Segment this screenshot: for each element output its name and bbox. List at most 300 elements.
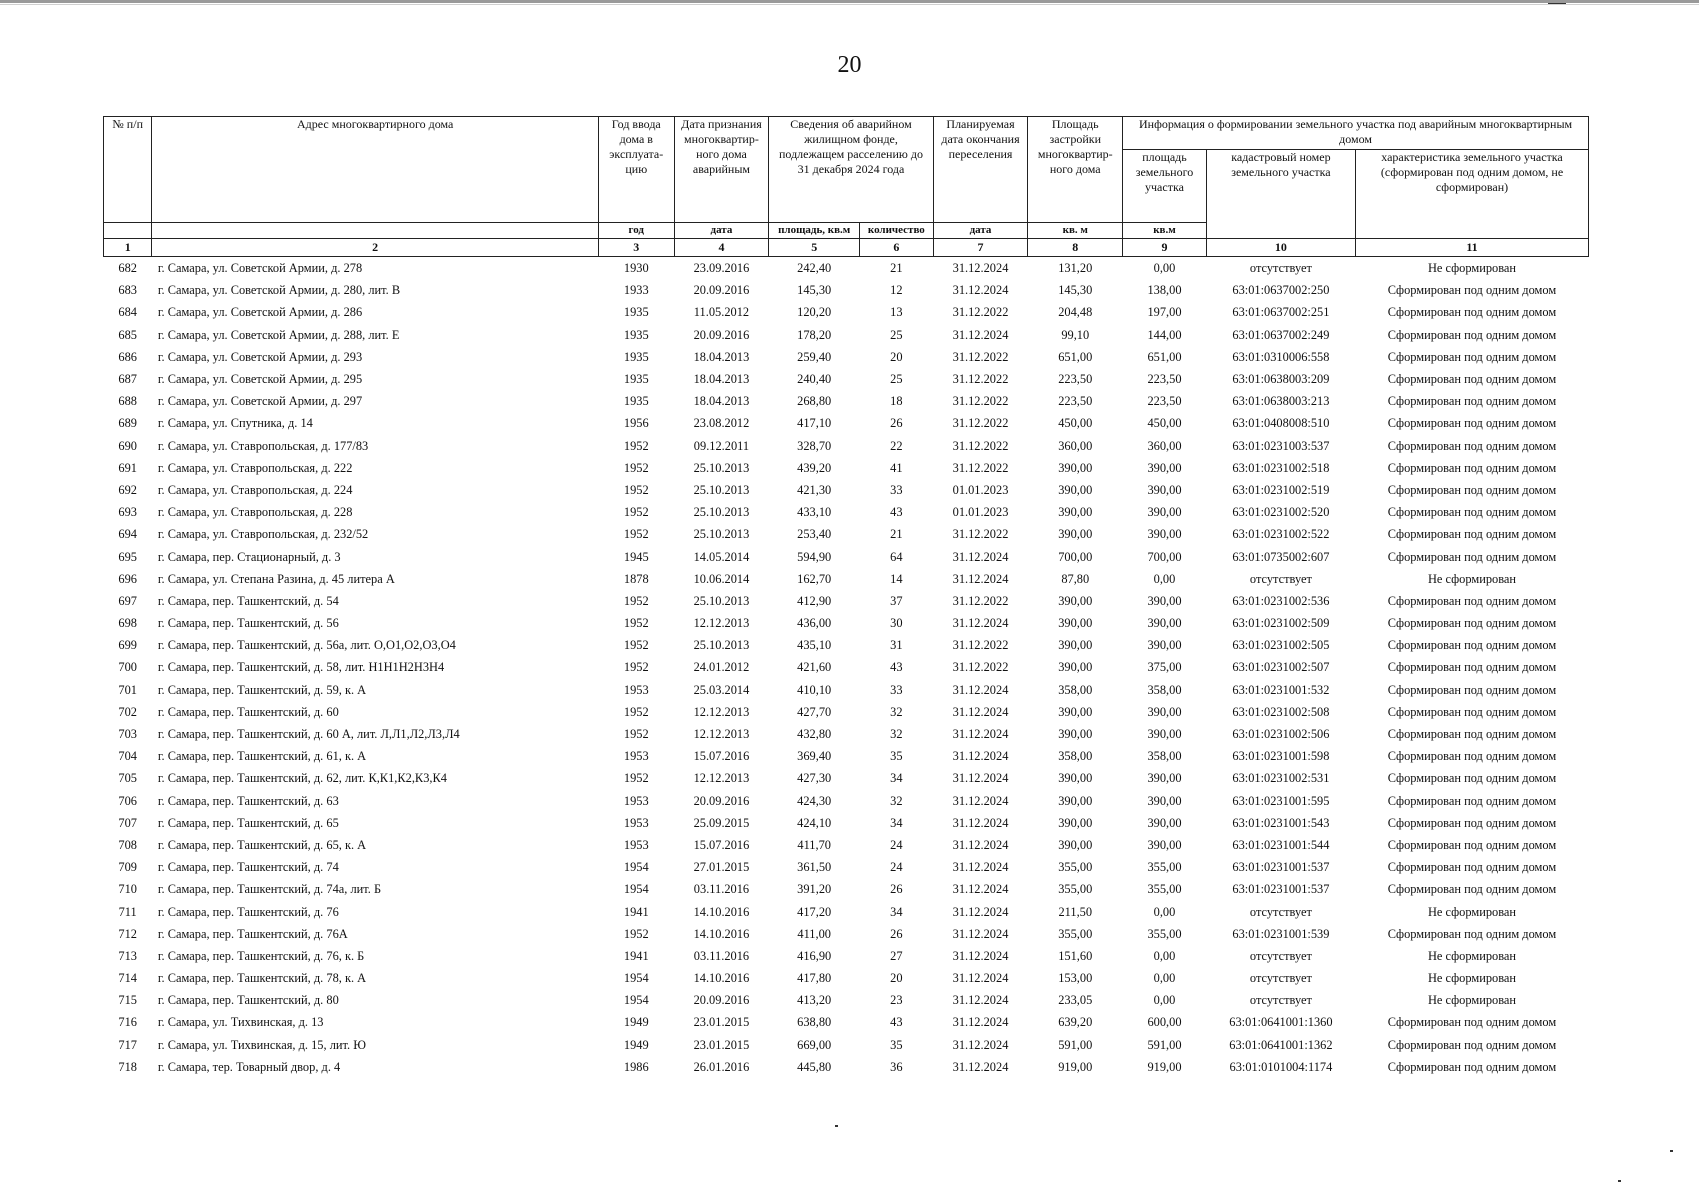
building-area: 390,00 bbox=[1058, 771, 1093, 786]
table-row bbox=[104, 612, 1589, 634]
year-built: 1941 bbox=[623, 948, 649, 963]
year-built: 1935 bbox=[623, 372, 649, 387]
resident-count: 27 bbox=[890, 948, 903, 963]
land-status: Сформирован под одним домом bbox=[1387, 327, 1557, 342]
unit-area: площадь, кв.м bbox=[769, 223, 860, 239]
land-status: Не сформирован bbox=[1427, 993, 1517, 1008]
cadastral-number: 63:01:0231002:536 bbox=[1232, 593, 1330, 608]
land-area: 390,00 bbox=[1147, 837, 1182, 852]
cadastral-number: 63:01:0231002:522 bbox=[1232, 527, 1330, 542]
resident-count: 25 bbox=[890, 372, 903, 387]
planned-date: 31.12.2024 bbox=[952, 616, 1009, 631]
unit-sqm: кв. м bbox=[1028, 223, 1123, 239]
date-recognized: 14.10.2016 bbox=[693, 971, 750, 986]
address: г. Самара, пер. Стационарный, д. 3 bbox=[157, 549, 341, 564]
cadastral-number: отсутствует bbox=[1249, 261, 1312, 276]
header-land-info: Информация о формировании земельного участка под аварийным многоквартирным домом bbox=[1123, 117, 1589, 150]
date-recognized: 25.09.2015 bbox=[693, 815, 750, 830]
land-status: Сформирован под одним домом bbox=[1387, 438, 1557, 453]
table-row bbox=[104, 479, 1589, 501]
building-area: 233,05 bbox=[1058, 993, 1093, 1008]
cadastral-number: 63:01:0231001:537 bbox=[1232, 882, 1330, 897]
land-area: 450,00 bbox=[1147, 416, 1182, 431]
date-recognized: 12.12.2013 bbox=[693, 704, 750, 719]
date-recognized: 15.07.2016 bbox=[693, 749, 750, 764]
table-row bbox=[104, 435, 1589, 457]
planned-date: 01.01.2023 bbox=[952, 482, 1009, 497]
date-recognized: 25.03.2014 bbox=[693, 682, 750, 697]
address: г. Самара, пер. Ташкентский, д. 56а, лит. О,О1,О2,О3,О4 bbox=[157, 638, 456, 653]
building-area: 390,00 bbox=[1058, 638, 1093, 653]
year-built: 1952 bbox=[623, 771, 649, 786]
date-recognized: 10.06.2014 bbox=[693, 571, 750, 586]
land-area: 197,00 bbox=[1147, 305, 1182, 320]
address: г. Самара, ул. Ставропольская, д. 222 bbox=[157, 460, 353, 475]
resident-count: 26 bbox=[890, 926, 903, 941]
building-area: 204,48 bbox=[1058, 305, 1093, 320]
emergency-area: 435,10 bbox=[797, 638, 832, 653]
land-area: 0,00 bbox=[1153, 904, 1176, 919]
table-row bbox=[104, 301, 1589, 323]
planned-date: 31.12.2022 bbox=[952, 660, 1009, 675]
emergency-area: 120,20 bbox=[797, 305, 832, 320]
planned-date: 31.12.2022 bbox=[952, 372, 1009, 387]
date-recognized: 25.10.2013 bbox=[693, 460, 750, 475]
row-number: 709 bbox=[118, 860, 137, 875]
row-number: 687 bbox=[118, 372, 137, 387]
year-built: 1952 bbox=[623, 660, 649, 675]
land-area: 0,00 bbox=[1153, 971, 1176, 986]
cadastral-number: 63:01:0231001:598 bbox=[1232, 749, 1330, 764]
building-area: 355,00 bbox=[1058, 926, 1093, 941]
land-area: 919,00 bbox=[1147, 1059, 1182, 1074]
resident-count: 33 bbox=[890, 682, 903, 697]
land-status: Сформирован под одним домом bbox=[1387, 527, 1557, 542]
resident-count: 64 bbox=[890, 549, 903, 564]
table-row bbox=[104, 767, 1589, 789]
address: г. Самара, пер. Ташкентский, д. 60 А, лит. Л,Л1,Л2,Л3,Л4 bbox=[157, 727, 460, 742]
row-number: 688 bbox=[118, 394, 137, 409]
resident-count: 41 bbox=[890, 460, 903, 475]
year-built: 1949 bbox=[623, 1037, 649, 1052]
land-status: Сформирован под одним домом bbox=[1387, 394, 1557, 409]
land-area: 355,00 bbox=[1147, 860, 1182, 875]
land-status: Сформирован под одним домом bbox=[1387, 727, 1557, 742]
column-number: 10 bbox=[1206, 239, 1355, 257]
header-building-area: Площадь застройки многоквартир-ного дома bbox=[1028, 117, 1123, 223]
date-recognized: 12.12.2013 bbox=[693, 771, 750, 786]
emergency-area: 268,80 bbox=[797, 394, 832, 409]
land-status: Сформирован под одним домом bbox=[1387, 860, 1557, 875]
planned-date: 31.12.2024 bbox=[952, 261, 1009, 276]
scan-top-edge bbox=[0, 0, 1699, 3]
column-number: 5 bbox=[769, 239, 860, 257]
table-row bbox=[104, 390, 1589, 412]
resident-count: 24 bbox=[890, 860, 903, 875]
land-status: Сформирован под одним домом bbox=[1387, 1015, 1557, 1030]
land-status: Сформирован под одним домом bbox=[1387, 815, 1557, 830]
resident-count: 43 bbox=[890, 660, 903, 675]
table-row bbox=[104, 346, 1589, 368]
scan-top-edge-shadow bbox=[0, 4, 1699, 5]
row-number: 713 bbox=[118, 948, 137, 963]
date-recognized: 26.01.2016 bbox=[693, 1059, 750, 1074]
land-area: 390,00 bbox=[1147, 815, 1182, 830]
row-number: 705 bbox=[118, 771, 137, 786]
resident-count: 20 bbox=[890, 349, 903, 364]
table-row bbox=[104, 812, 1589, 834]
row-number: 686 bbox=[118, 349, 137, 364]
year-built: 1953 bbox=[623, 815, 649, 830]
resident-count: 34 bbox=[890, 815, 903, 830]
cadastral-number: 63:01:0641001:1360 bbox=[1229, 1015, 1333, 1030]
building-area: 390,00 bbox=[1058, 793, 1093, 808]
cadastral-number: отсутствует bbox=[1249, 571, 1312, 586]
building-area: 355,00 bbox=[1058, 882, 1093, 897]
land-status: Сформирован под одним домом bbox=[1387, 882, 1557, 897]
land-area: 0,00 bbox=[1153, 571, 1176, 586]
building-area: 639,20 bbox=[1058, 1015, 1093, 1030]
cadastral-number: 63:01:0637002:249 bbox=[1232, 327, 1330, 342]
land-status: Не сформирован bbox=[1427, 571, 1517, 586]
scan-speck bbox=[1670, 1150, 1673, 1152]
row-number: 715 bbox=[118, 993, 137, 1008]
emergency-area: 253,40 bbox=[797, 527, 832, 542]
table-row bbox=[104, 945, 1589, 967]
address: г. Самара, ул. Тихвинская, д. 15, лит. Ю bbox=[157, 1037, 366, 1052]
emergency-area: 328,70 bbox=[797, 438, 832, 453]
building-area: 131,20 bbox=[1058, 261, 1093, 276]
unit-count: количество bbox=[860, 223, 934, 239]
row-number: 682 bbox=[118, 261, 137, 276]
resident-count: 35 bbox=[890, 749, 903, 764]
cadastral-number: отсутствует bbox=[1249, 993, 1312, 1008]
row-number: 690 bbox=[118, 438, 137, 453]
cadastral-number: 63:01:0638003:209 bbox=[1232, 372, 1330, 387]
year-built: 1935 bbox=[623, 349, 649, 364]
year-built: 1954 bbox=[623, 882, 649, 897]
land-area: 390,00 bbox=[1147, 771, 1182, 786]
date-recognized: 27.01.2015 bbox=[693, 860, 750, 875]
planned-date: 31.12.2024 bbox=[952, 1037, 1009, 1052]
planned-date: 31.12.2024 bbox=[952, 1015, 1009, 1030]
date-recognized: 25.10.2013 bbox=[693, 527, 750, 542]
date-recognized: 23.09.2016 bbox=[693, 261, 750, 276]
land-area: 651,00 bbox=[1147, 349, 1182, 364]
land-area: 358,00 bbox=[1147, 682, 1182, 697]
land-area: 390,00 bbox=[1147, 482, 1182, 497]
cadastral-number: 63:01:0231001:537 bbox=[1232, 860, 1330, 875]
building-area: 390,00 bbox=[1058, 616, 1093, 631]
year-built: 1954 bbox=[623, 971, 649, 986]
planned-date: 31.12.2024 bbox=[952, 749, 1009, 764]
row-number: 711 bbox=[118, 904, 137, 919]
page-number: 20 bbox=[837, 52, 862, 78]
year-built: 1953 bbox=[623, 749, 649, 764]
year-built: 1952 bbox=[623, 460, 649, 475]
cadastral-number: 63:01:0637002:251 bbox=[1232, 305, 1330, 320]
land-status: Сформирован под одним домом bbox=[1387, 682, 1557, 697]
date-recognized: 14.05.2014 bbox=[693, 549, 750, 564]
resident-count: 32 bbox=[890, 727, 903, 742]
planned-date: 31.12.2024 bbox=[952, 1059, 1009, 1074]
planned-date: 31.12.2024 bbox=[952, 882, 1009, 897]
emergency-area: 178,20 bbox=[797, 327, 832, 342]
table-row bbox=[104, 900, 1589, 922]
address: г. Самара, пер. Ташкентский, д. 58, лит. Н1Н1Н2Н3Н4 bbox=[157, 660, 445, 675]
address: г. Самара, ул. Степана Разина, д. 45 литера А bbox=[157, 571, 395, 586]
cadastral-number: 63:01:0310006:558 bbox=[1232, 349, 1330, 364]
address: г. Самара, пер. Ташкентский, д. 59, к. А bbox=[157, 682, 367, 697]
planned-date: 31.12.2022 bbox=[952, 438, 1009, 453]
resident-count: 12 bbox=[890, 283, 903, 298]
year-built: 1954 bbox=[623, 993, 649, 1008]
planned-date: 31.12.2022 bbox=[952, 349, 1009, 364]
emergency-area: 412,90 bbox=[797, 593, 832, 608]
building-area: 360,00 bbox=[1058, 438, 1093, 453]
emergency-area: 411,00 bbox=[797, 926, 831, 941]
year-built: 1935 bbox=[623, 327, 649, 342]
resident-count: 22 bbox=[890, 438, 903, 453]
date-recognized: 03.11.2016 bbox=[693, 882, 750, 897]
land-area: 0,00 bbox=[1153, 948, 1176, 963]
row-number: 695 bbox=[118, 549, 137, 564]
resident-count: 34 bbox=[890, 904, 903, 919]
land-area: 600,00 bbox=[1147, 1015, 1182, 1030]
table-row bbox=[104, 501, 1589, 523]
cadastral-number: 63:01:0101004:1174 bbox=[1229, 1059, 1333, 1074]
cadastral-number: отсутствует bbox=[1249, 904, 1312, 919]
table-row bbox=[104, 412, 1589, 434]
resident-count: 37 bbox=[890, 593, 903, 608]
year-built: 1952 bbox=[623, 704, 649, 719]
cadastral-number: 63:01:0231001:543 bbox=[1232, 815, 1330, 830]
resident-count: 33 bbox=[890, 482, 903, 497]
column-number: 7 bbox=[933, 239, 1028, 257]
land-status: Сформирован под одним домом bbox=[1387, 372, 1557, 387]
year-built: 1953 bbox=[623, 793, 649, 808]
cadastral-number: 63:01:0638003:213 bbox=[1232, 394, 1330, 409]
address: г. Самара, пер. Ташкентский, д. 80 bbox=[157, 993, 339, 1008]
table-row bbox=[104, 368, 1589, 390]
address: г. Самара, ул. Советской Армии, д. 293 bbox=[157, 349, 363, 364]
year-built: 1952 bbox=[623, 482, 649, 497]
land-area: 223,50 bbox=[1147, 394, 1182, 409]
cadastral-number: 63:01:0231002:508 bbox=[1232, 704, 1330, 719]
cadastral-number: 63:01:0231002:505 bbox=[1232, 638, 1330, 653]
land-status: Сформирован под одним домом bbox=[1387, 837, 1557, 852]
scan-speck bbox=[1618, 1180, 1621, 1182]
table-row bbox=[104, 523, 1589, 545]
table-header bbox=[104, 117, 1589, 257]
header-emergency-fund: Сведения об аварийном жилищном фонде, подлежащем расселению до 31 декабря 2024 года bbox=[769, 117, 933, 223]
address: г. Самара, ул. Советской Армии, д. 297 bbox=[157, 394, 363, 409]
cadastral-number: 63:01:0231002:531 bbox=[1232, 771, 1330, 786]
land-area: 390,00 bbox=[1147, 505, 1182, 520]
emergency-area: 439,20 bbox=[797, 460, 832, 475]
planned-date: 31.12.2024 bbox=[952, 993, 1009, 1008]
date-recognized: 11.05.2012 bbox=[693, 305, 750, 320]
row-number: 717 bbox=[118, 1037, 137, 1052]
unit-empty-1 bbox=[104, 223, 152, 239]
date-recognized: 25.10.2013 bbox=[693, 593, 750, 608]
building-area: 390,00 bbox=[1058, 527, 1093, 542]
land-area: 390,00 bbox=[1147, 704, 1182, 719]
emergency-area: 638,80 bbox=[797, 1015, 832, 1030]
year-built: 1954 bbox=[623, 860, 649, 875]
header-land-area: площадь земельного участка bbox=[1123, 150, 1207, 223]
row-number: 700 bbox=[118, 660, 137, 675]
resident-count: 13 bbox=[890, 305, 903, 320]
land-status: Сформирован под одним домом bbox=[1387, 593, 1557, 608]
resident-count: 31 bbox=[890, 638, 903, 653]
row-number: 697 bbox=[118, 593, 137, 608]
planned-date: 31.12.2024 bbox=[952, 837, 1009, 852]
planned-date: 31.12.2022 bbox=[952, 593, 1009, 608]
row-number: 699 bbox=[118, 638, 137, 653]
land-status: Не сформирован bbox=[1427, 971, 1517, 986]
row-number: 694 bbox=[118, 527, 137, 542]
unit-empty-2 bbox=[152, 223, 599, 239]
row-number: 689 bbox=[118, 416, 137, 431]
land-area: 223,50 bbox=[1147, 372, 1182, 387]
address: г. Самара, ул. Советской Армии, д. 280, лит. В bbox=[157, 283, 401, 298]
table-row bbox=[104, 967, 1589, 989]
row-number: 716 bbox=[118, 1015, 137, 1030]
date-recognized: 23.01.2015 bbox=[693, 1037, 750, 1052]
address: г. Самара, пер. Ташкентский, д. 63 bbox=[157, 793, 339, 808]
land-status: Сформирован под одним домом bbox=[1387, 1059, 1557, 1074]
date-recognized: 18.04.2013 bbox=[693, 349, 750, 364]
land-area: 591,00 bbox=[1147, 1037, 1182, 1052]
building-area: 355,00 bbox=[1058, 860, 1093, 875]
table-row bbox=[104, 834, 1589, 856]
building-area: 390,00 bbox=[1058, 593, 1093, 608]
land-status: Сформирован под одним домом bbox=[1387, 638, 1557, 653]
emergency-area: 413,20 bbox=[797, 993, 832, 1008]
date-recognized: 14.10.2016 bbox=[693, 926, 750, 941]
building-area: 223,50 bbox=[1058, 394, 1093, 409]
emergency-area: 432,80 bbox=[797, 727, 832, 742]
row-number: 692 bbox=[118, 482, 137, 497]
date-recognized: 14.10.2016 bbox=[693, 904, 750, 919]
date-recognized: 20.09.2016 bbox=[693, 327, 750, 342]
resident-count: 14 bbox=[890, 571, 903, 586]
table-row bbox=[104, 457, 1589, 479]
land-area: 375,00 bbox=[1147, 660, 1182, 675]
planned-date: 31.12.2024 bbox=[952, 549, 1009, 564]
emergency-area: 361,50 bbox=[797, 860, 832, 875]
resident-count: 24 bbox=[890, 837, 903, 852]
land-status: Не сформирован bbox=[1427, 948, 1517, 963]
building-area: 450,00 bbox=[1058, 416, 1093, 431]
year-built: 1952 bbox=[623, 505, 649, 520]
table-row bbox=[104, 656, 1589, 678]
resident-count: 43 bbox=[890, 1015, 903, 1030]
table-row bbox=[104, 701, 1589, 723]
table-row bbox=[104, 324, 1589, 346]
table-row bbox=[104, 1056, 1589, 1078]
address: г. Самара, пер. Ташкентский, д. 74а, лит. Б bbox=[157, 882, 382, 897]
emergency-area: 369,40 bbox=[797, 749, 832, 764]
land-area: 0,00 bbox=[1153, 993, 1176, 1008]
resident-count: 18 bbox=[890, 394, 903, 409]
cadastral-number: 63:01:0408008:510 bbox=[1232, 416, 1330, 431]
building-area: 223,50 bbox=[1058, 372, 1093, 387]
row-number: 708 bbox=[118, 837, 137, 852]
land-area: 138,00 bbox=[1147, 283, 1182, 298]
cadastral-number: 63:01:0231002:509 bbox=[1232, 616, 1330, 631]
resident-count: 35 bbox=[890, 1037, 903, 1052]
building-area: 390,00 bbox=[1058, 660, 1093, 675]
year-built: 1952 bbox=[623, 616, 649, 631]
row-number: 712 bbox=[118, 926, 137, 941]
land-area: 390,00 bbox=[1147, 527, 1182, 542]
planned-date: 31.12.2022 bbox=[952, 394, 1009, 409]
table-row bbox=[104, 634, 1589, 656]
row-number: 693 bbox=[118, 505, 137, 520]
planned-date: 31.12.2022 bbox=[952, 527, 1009, 542]
planned-date: 31.12.2024 bbox=[952, 971, 1009, 986]
row-number: 683 bbox=[118, 283, 137, 298]
resident-count: 21 bbox=[890, 261, 903, 276]
planned-date: 31.12.2022 bbox=[952, 416, 1009, 431]
emergency-area: 421,60 bbox=[797, 660, 832, 675]
land-area: 0,00 bbox=[1153, 261, 1176, 276]
emergency-area: 410,10 bbox=[797, 682, 832, 697]
emergency-area: 417,80 bbox=[797, 971, 832, 986]
header-planned-date: Планируемая дата окончания переселения bbox=[933, 117, 1028, 223]
planned-date: 31.12.2022 bbox=[952, 305, 1009, 320]
row-number: 710 bbox=[118, 882, 137, 897]
building-area: 87,80 bbox=[1061, 571, 1090, 586]
date-recognized: 20.09.2016 bbox=[693, 283, 750, 298]
land-area: 700,00 bbox=[1147, 549, 1182, 564]
building-area: 700,00 bbox=[1058, 549, 1093, 564]
building-area: 358,00 bbox=[1058, 682, 1093, 697]
table-row bbox=[104, 590, 1589, 612]
date-recognized: 18.04.2013 bbox=[693, 394, 750, 409]
resident-count: 20 bbox=[890, 971, 903, 986]
address: г. Самара, ул. Советской Армии, д. 288, лит. Е bbox=[157, 327, 400, 342]
building-area: 151,60 bbox=[1058, 948, 1093, 963]
planned-date: 31.12.2024 bbox=[952, 926, 1009, 941]
table-row bbox=[104, 257, 1589, 280]
year-built: 1952 bbox=[623, 527, 649, 542]
resident-count: 32 bbox=[890, 704, 903, 719]
cadastral-number: 63:01:0735002:607 bbox=[1232, 549, 1330, 564]
land-status: Сформирован под одним домом bbox=[1387, 749, 1557, 764]
year-built: 1935 bbox=[623, 305, 649, 320]
column-number: 3 bbox=[598, 239, 674, 257]
column-number: 6 bbox=[860, 239, 934, 257]
land-status: Сформирован под одним домом bbox=[1387, 616, 1557, 631]
emergency-area: 162,70 bbox=[797, 571, 832, 586]
column-number-row bbox=[104, 239, 1589, 257]
address: г. Самара, ул. Тихвинская, д. 13 bbox=[157, 1015, 324, 1030]
emergency-area: 240,40 bbox=[797, 372, 832, 387]
building-area: 390,00 bbox=[1058, 482, 1093, 497]
table-row bbox=[104, 723, 1589, 745]
date-recognized: 24.01.2012 bbox=[693, 660, 750, 675]
table-row bbox=[104, 1034, 1589, 1056]
resident-count: 30 bbox=[890, 616, 903, 631]
land-status: Не сформирован bbox=[1427, 261, 1517, 276]
emergency-area: 417,20 bbox=[797, 904, 832, 919]
land-status: Сформирован под одним домом bbox=[1387, 704, 1557, 719]
scan-speck bbox=[1548, 3, 1566, 4]
land-area: 358,00 bbox=[1147, 749, 1182, 764]
